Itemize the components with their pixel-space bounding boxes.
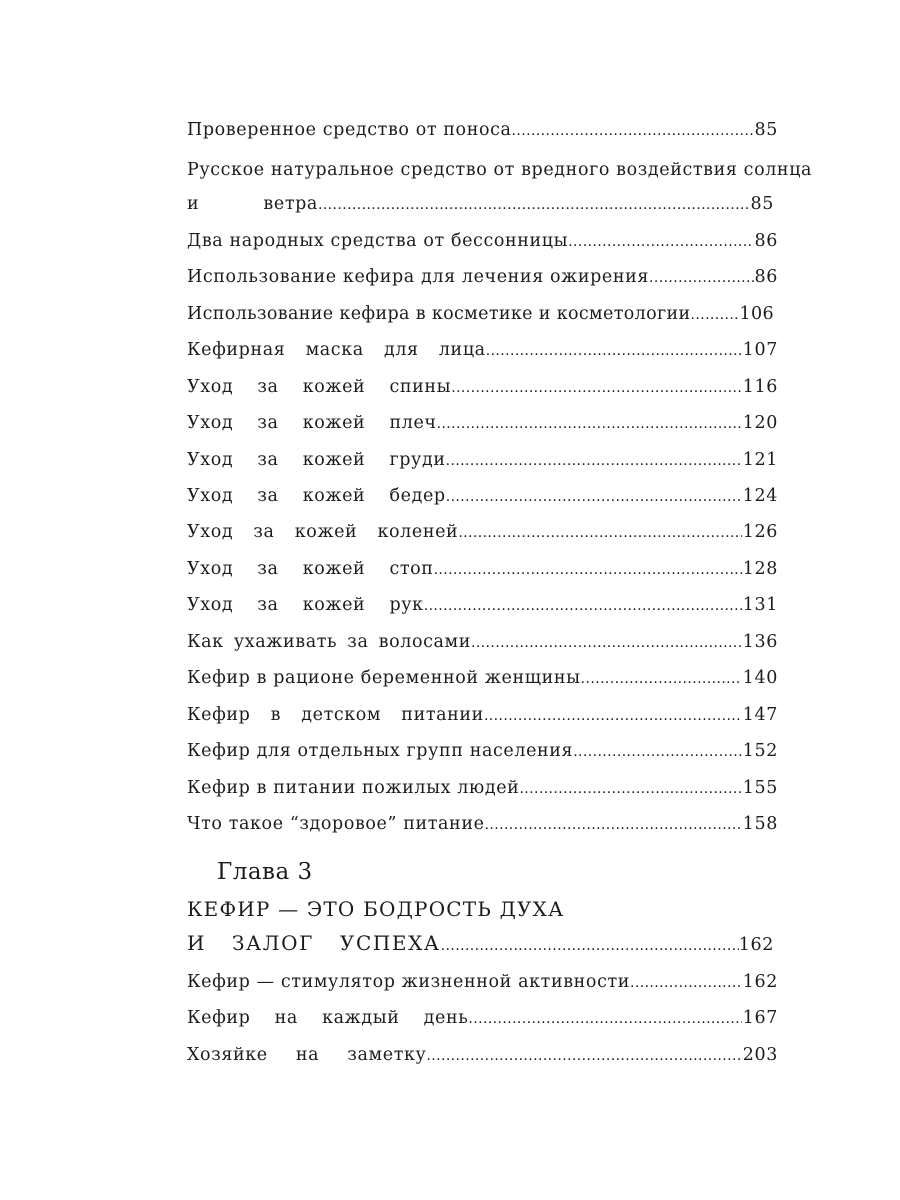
- toc-entry-title: Уход за кожей стоп: [187, 559, 434, 579]
- toc-entry-page: 167: [742, 1008, 778, 1028]
- toc-entry-page: 147: [742, 705, 778, 725]
- dot-leader: [581, 668, 742, 688]
- dot-leader: [649, 267, 754, 287]
- toc-entry: [187, 304, 774, 334]
- toc-entry: [187, 486, 778, 516]
- dot-leader: [519, 778, 741, 798]
- dot-leader: [318, 194, 750, 214]
- toc-entry: [187, 120, 778, 150]
- toc-entry: [187, 1045, 778, 1075]
- toc-entry: [187, 559, 778, 589]
- dot-leader: [451, 377, 742, 397]
- toc-entry-page: 152: [742, 741, 778, 761]
- toc-entry: [187, 522, 778, 552]
- toc-entry-title: Уход за кожей спины: [187, 377, 452, 397]
- chapter-title-line1: КЕФИР — ЭТО БОДРОСТЬ ДУХА: [187, 897, 565, 921]
- toc-entry-title: Кефир на каждый день: [187, 1008, 469, 1028]
- dot-leader: [441, 931, 739, 955]
- toc-entry-title: Уход за кожей бедер: [187, 486, 446, 506]
- dot-leader: [486, 340, 742, 360]
- dot-leader: [446, 450, 742, 470]
- toc-entry: [187, 194, 774, 224]
- dot-leader: [458, 522, 741, 542]
- dot-leader: [426, 1045, 741, 1065]
- toc-entry-title: Проверенное средство от поноса: [187, 120, 512, 140]
- dot-leader: [568, 231, 753, 251]
- toc-entry: [187, 340, 778, 370]
- chapter-title-line2: И ЗАЛОГ УСПЕХА: [187, 931, 441, 955]
- toc-entry: [187, 231, 778, 261]
- dot-leader: [468, 1008, 741, 1028]
- toc-entry-title: Что такое “здоровое” питание: [187, 814, 485, 834]
- chapter-label: Глава 3: [217, 859, 313, 885]
- toc-entry-page: 126: [742, 522, 778, 542]
- chapter-page: 162: [738, 935, 774, 955]
- toc-entry-title: Уход за кожей плеч: [187, 413, 437, 433]
- toc-entry: [187, 778, 778, 808]
- toc-entry-page: 86: [754, 267, 778, 287]
- toc-entry-page: 136: [742, 632, 778, 652]
- toc-entry-title: Два народных средства от бессонницы: [187, 231, 569, 251]
- toc-entry-title: Кефирная маска для лица: [187, 340, 486, 360]
- toc-entry-page: 86: [754, 231, 778, 251]
- toc-entry-title: Использование кефира для лечения ожирения: [187, 267, 650, 287]
- toc-entry: [187, 595, 778, 625]
- toc-entry-title: Кефир — стимулятор жизненной активности: [187, 972, 631, 992]
- toc-entry-page: 124: [742, 486, 778, 506]
- toc-entry-page: 106: [739, 304, 774, 324]
- toc-entry: [187, 377, 778, 407]
- toc-entry-title: Уход за кожей рук: [187, 595, 424, 615]
- dot-leader: [437, 413, 742, 433]
- toc-entry: [187, 741, 778, 771]
- toc-entry-title: Как ухаживать за волосами: [187, 632, 471, 652]
- dot-leader: [484, 705, 742, 725]
- toc-entry-page: 162: [742, 972, 778, 992]
- toc-entry-title: Кефир в рационе беременной женщины: [187, 668, 581, 688]
- toc-entry: [187, 450, 778, 480]
- toc-entry-page: 121: [742, 450, 778, 470]
- toc-entry-page: 155: [742, 778, 778, 798]
- toc-entry-title: Кефир для отдельных групп населения: [187, 741, 574, 761]
- toc-entry-page: 203: [742, 1045, 778, 1065]
- toc-entry-page: 120: [742, 413, 778, 433]
- toc-entry-page: 128: [742, 559, 778, 579]
- dot-leader: [424, 595, 742, 615]
- toc-entry: [187, 814, 778, 844]
- dot-leader: [691, 304, 739, 324]
- toc-entry: [187, 413, 778, 443]
- chapter-title-row: [187, 931, 774, 963]
- dot-leader: [434, 559, 742, 579]
- toc-entry-page: 140: [742, 668, 778, 688]
- toc-entry-page: 131: [742, 595, 778, 615]
- toc-entry: [187, 267, 778, 297]
- dot-leader: [471, 632, 742, 652]
- toc-entry-title-line1: Русское натуральное средство от вредного воздействия солнца: [187, 160, 813, 180]
- toc-entry-title: Уход за кожей груди: [187, 450, 446, 470]
- toc-entry: [187, 1008, 778, 1038]
- dot-leader: [512, 120, 754, 140]
- toc-entry-page: 107: [742, 340, 778, 360]
- dot-leader: [630, 972, 742, 992]
- toc-entry-title: Уход за кожей коленей: [187, 522, 459, 542]
- toc-entry-title: Кефир в питании пожилых людей: [187, 778, 520, 798]
- toc-entry-page: 85: [754, 120, 778, 140]
- toc-entry: [187, 705, 778, 735]
- dot-leader: [573, 741, 742, 761]
- toc-entry: [187, 668, 778, 698]
- toc-entry-title-line2: и ветра: [187, 194, 318, 214]
- dot-leader: [446, 486, 742, 506]
- toc-entry-page: 116: [742, 377, 778, 397]
- toc-entry: [187, 632, 778, 662]
- toc-entry-title: Использование кефира в косметике и косметологии: [187, 304, 691, 324]
- dot-leader: [485, 814, 742, 834]
- toc-entry-title: Кефир в детском питании: [187, 705, 484, 725]
- toc-entry-page: 158: [742, 814, 778, 834]
- toc-entry-page: 85: [750, 194, 774, 214]
- toc-entry-title: Хозяйке на заметку: [187, 1045, 427, 1065]
- toc-entry: [187, 972, 778, 1002]
